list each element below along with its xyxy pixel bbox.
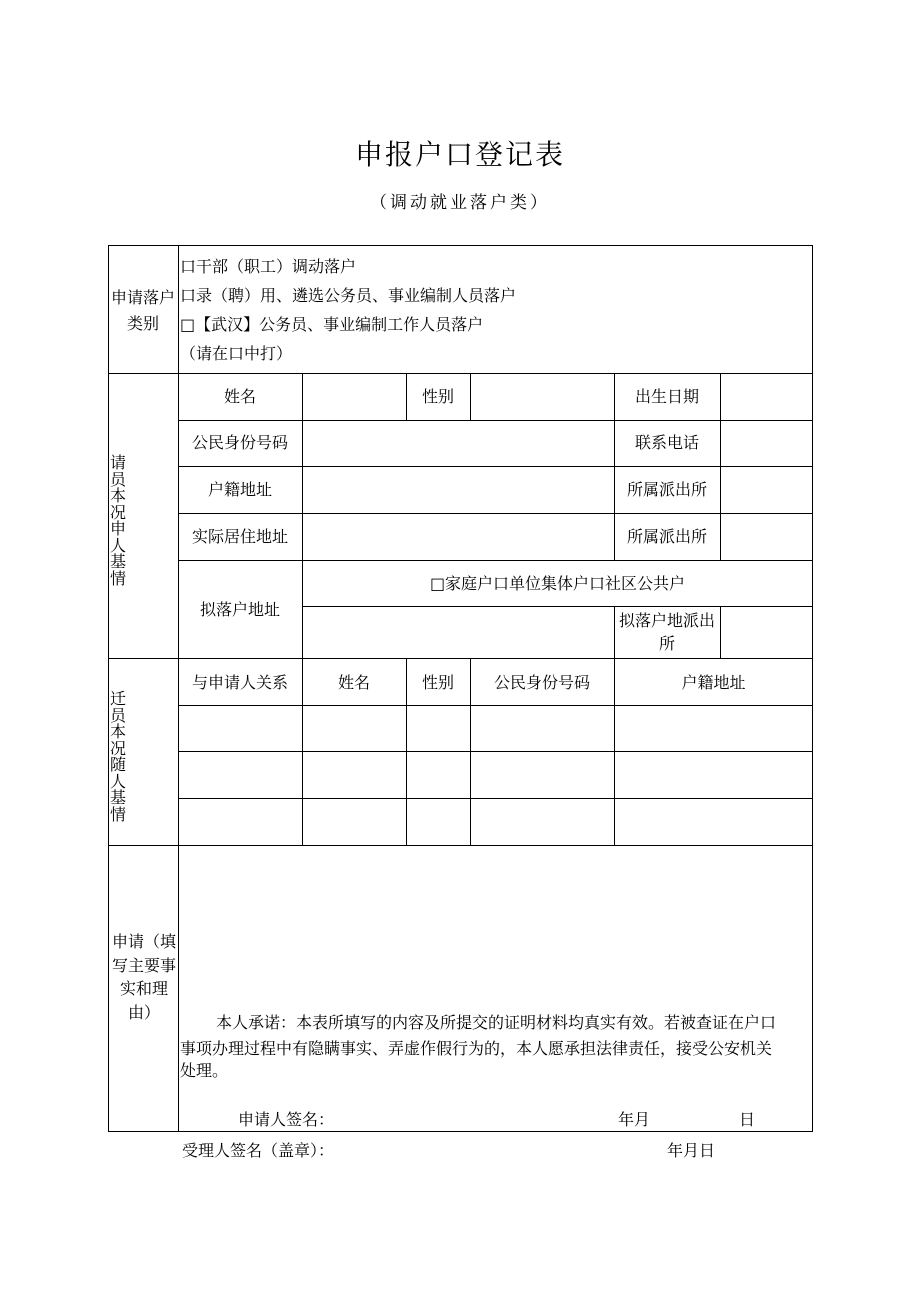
- row-divider: [178, 751, 813, 752]
- target-household-type-options[interactable]: □家庭户口单位集体户口社区公共户: [429, 574, 686, 593]
- row-divider: [178, 420, 813, 421]
- pledge-text-line1: 本人承诺：本表所填写的内容及所提交的证明材料均真实有效。若被查证在户口: [216, 1013, 777, 1032]
- birth-date-label: 出生日期: [634, 387, 699, 406]
- applicant-signature-field[interactable]: [340, 1107, 610, 1129]
- pledge-text-line2: 事项办理过程中有隐瞒事实、弄虚作假行为的，本人愿承担法律责任，接受公安机关: [180, 1039, 773, 1058]
- birth-date-field[interactable]: [725, 377, 809, 415]
- receiver-date-label: 年月日: [667, 1141, 716, 1160]
- target-address-field[interactable]: [307, 610, 610, 654]
- col-divider: [720, 606, 721, 658]
- phone-label: 联系电话: [634, 433, 699, 452]
- application-date-day: 日: [739, 1110, 756, 1129]
- table-border-bottom: [108, 1131, 813, 1132]
- follower-name-header: 姓名: [337, 673, 370, 692]
- section-divider: [108, 845, 813, 846]
- name-field[interactable]: [307, 377, 402, 415]
- application-reason-field[interactable]: [184, 851, 806, 1001]
- row-divider: [178, 798, 813, 799]
- name-label: 姓名: [223, 387, 256, 406]
- id-number-label: 公民身份号码: [191, 433, 288, 452]
- target-address-label: 拟落户地址: [199, 600, 280, 619]
- household-station-field[interactable]: [725, 470, 809, 508]
- row-divider: [178, 513, 813, 514]
- household-address-field[interactable]: [307, 470, 610, 508]
- table-border-left: [108, 245, 109, 1132]
- target-station-field[interactable]: [725, 610, 809, 654]
- row-divider: [178, 560, 813, 561]
- pledge-text-line3: 处理。: [180, 1061, 229, 1080]
- category-label-2: 类别: [126, 314, 159, 333]
- row-divider: [302, 606, 813, 607]
- phone-field[interactable]: [725, 424, 809, 462]
- application-label: 申请（填写主要事实和理由）: [111, 932, 176, 1022]
- follower-gender-header: 性别: [421, 673, 454, 692]
- receiver-signature-label: 受理人签名（盖章）：: [182, 1141, 335, 1160]
- followers-section-label: 迁员本况随人基情: [109, 689, 126, 824]
- follower-address-header: 户籍地址: [681, 673, 746, 692]
- col-divider: [302, 373, 303, 658]
- row-divider: [178, 705, 813, 706]
- residence-address-field[interactable]: [307, 517, 610, 555]
- applicant-signature-label: 申请人签名：: [238, 1110, 335, 1129]
- receiver-signature-field[interactable]: [352, 1138, 642, 1162]
- gender-label: 性别: [421, 387, 454, 406]
- section-divider: [108, 658, 813, 659]
- form-title: 申报户口登记表: [354, 138, 565, 171]
- category-option-transfer[interactable]: 口干部（职工）调动落户: [180, 257, 357, 276]
- household-address-label: 户籍地址: [207, 480, 272, 499]
- applicant-section-label: 请员本况申人基情: [109, 453, 126, 588]
- form-subtitle: （调动就业落户类）: [370, 193, 550, 213]
- residence-station-label: 所属派出所: [626, 527, 707, 546]
- residence-address-label: 实际居住地址: [191, 527, 288, 546]
- section-divider: [108, 373, 813, 374]
- id-number-field[interactable]: [307, 424, 610, 462]
- table-border-top: [108, 245, 813, 246]
- category-note: （请在口中打）: [180, 344, 293, 363]
- gender-field[interactable]: [475, 377, 610, 415]
- relation-header: 与申请人关系: [191, 673, 288, 692]
- residence-station-field[interactable]: [725, 517, 809, 555]
- category-option-wuhan[interactable]: □【武汉】公务员、事业编制工作人员落户: [180, 315, 484, 334]
- follower-id-header: 公民身份号码: [493, 673, 590, 692]
- target-station-label: 拟落户地派出所: [618, 611, 715, 653]
- col-divider: [720, 373, 721, 560]
- application-date-year-month: 年月: [618, 1110, 651, 1129]
- household-station-label: 所属派出所: [626, 480, 707, 499]
- category-label: 申请落户: [110, 288, 175, 307]
- col-divider: [470, 373, 471, 420]
- category-option-recruit[interactable]: 口录（聘）用、遴选公务员、事业编制人员落户: [180, 286, 517, 305]
- row-divider: [178, 466, 813, 467]
- registration-form-table: [108, 245, 813, 1132]
